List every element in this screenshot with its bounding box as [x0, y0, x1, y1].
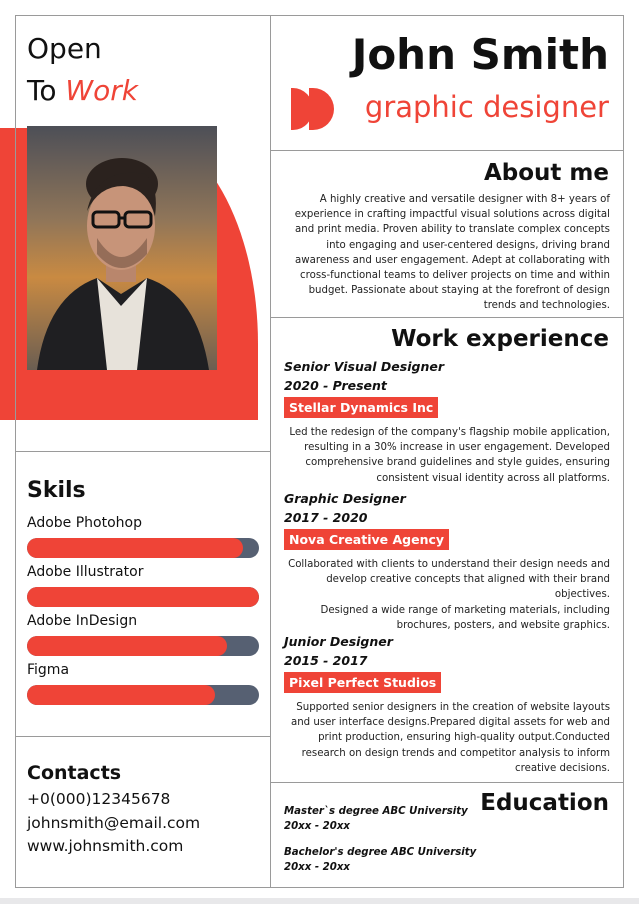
job-entry	[284, 632, 610, 776]
left-divider-contacts	[15, 736, 270, 737]
contact-email: johnsmith@email.com	[27, 814, 201, 832]
skill-bar-fill	[27, 587, 259, 607]
job-company: Pixel Perfect Studios	[284, 672, 441, 693]
frame-right-border	[623, 15, 624, 888]
bottom-strip	[0, 898, 639, 904]
contact-website: www.johnsmith.com	[27, 837, 184, 855]
frame-bottom-border	[15, 887, 624, 888]
skill-label: Adobe Photohop	[27, 515, 142, 531]
skill-bar-track	[27, 587, 259, 607]
skill-bar-fill	[27, 636, 227, 656]
skill-label: Adobe InDesign	[27, 613, 138, 629]
left-divider-skills	[15, 451, 270, 452]
right-divider-work	[270, 317, 624, 318]
job-description: Collaborated with clients to understand their design needs and develop creative concepts that aligned with their brand objectives. Designed a wide range of marketing materials, including brochures, posters, and website graphics.	[288, 559, 610, 631]
job-title: Junior Designer	[284, 634, 393, 649]
open-label: Open	[27, 32, 102, 65]
to-word: To	[27, 74, 57, 107]
column-divider	[270, 15, 271, 888]
contact-phone: +0(000)12345678	[27, 790, 171, 808]
job-entry	[284, 357, 610, 486]
to-work-label	[27, 74, 138, 107]
portrait-photo-icon	[27, 126, 217, 370]
work-title: Work experience	[391, 326, 609, 352]
skill-label: Figma	[27, 662, 70, 678]
education-years: 20xx - 20xx	[284, 821, 350, 832]
education-degree: Bachelor's degree ABC University	[284, 847, 477, 858]
skills-title: Skils	[27, 478, 86, 503]
skill-item	[27, 514, 259, 558]
right-divider-education	[270, 782, 624, 783]
skill-item	[27, 612, 259, 656]
skill-bar-fill	[27, 685, 215, 705]
about-text: A highly creative and versatile designer with 8+ years of experience in crafting impactful visual solutions across digital and print media. Proven ability to translate complex concepts into engaging and user-centered designs, driving brand awareness and user engagement. Adept at collaborating with cross-functional teams to deliver projects on time and within budget. Passionate about staying at the forefront of design trends and technologies.	[294, 194, 610, 312]
contacts-title: Contacts	[27, 762, 122, 784]
education-entry	[284, 804, 468, 834]
job-company: Nova Creative Agency	[284, 529, 449, 550]
job-dates: 2020 - Present	[284, 378, 387, 393]
skill-label: Adobe Illustrator	[27, 564, 144, 580]
right-divider-about	[270, 150, 624, 151]
skill-bar-fill	[27, 538, 243, 558]
education-degree: Master`s degree ABC University	[284, 806, 468, 817]
education-years: 20xx - 20xx	[284, 862, 350, 873]
work-word: Work	[65, 74, 138, 107]
frame-top-border	[15, 15, 624, 16]
job-company: Stellar Dynamics Inc	[284, 397, 438, 418]
candidate-role: graphic designer	[364, 90, 609, 124]
profile-photo	[27, 126, 217, 370]
job-entry	[284, 489, 610, 633]
skill-item	[27, 563, 259, 607]
job-title: Graphic Designer	[284, 491, 406, 506]
skill-item	[27, 661, 259, 705]
skill-bar-track	[27, 636, 259, 656]
double-d-logo-icon	[291, 88, 335, 130]
skill-bar-track	[27, 538, 259, 558]
education-title: Education	[480, 790, 609, 816]
education-entry	[284, 845, 476, 875]
job-title: Senior Visual Designer	[284, 359, 444, 374]
candidate-name: John Smith	[351, 30, 609, 79]
job-dates: 2017 - 2020	[284, 510, 368, 525]
job-dates: 2015 - 2017	[284, 653, 368, 668]
about-title: About me	[483, 160, 609, 186]
job-description: Supported senior designers in the creation of website layouts and user interface designs.Prepared digital assets for web and print production, ensuring high-quality output.Conducted research on design trends and competitor analysis to inform creative decisions.	[290, 702, 610, 774]
job-description: Led the redesign of the company's flagship mobile application, resulting in a 30% increase in user engagement. Developed comprehensive brand guidelines and style guides, ensuring consistent visual identity across all platforms.	[289, 427, 610, 484]
skill-bar-track	[27, 685, 259, 705]
